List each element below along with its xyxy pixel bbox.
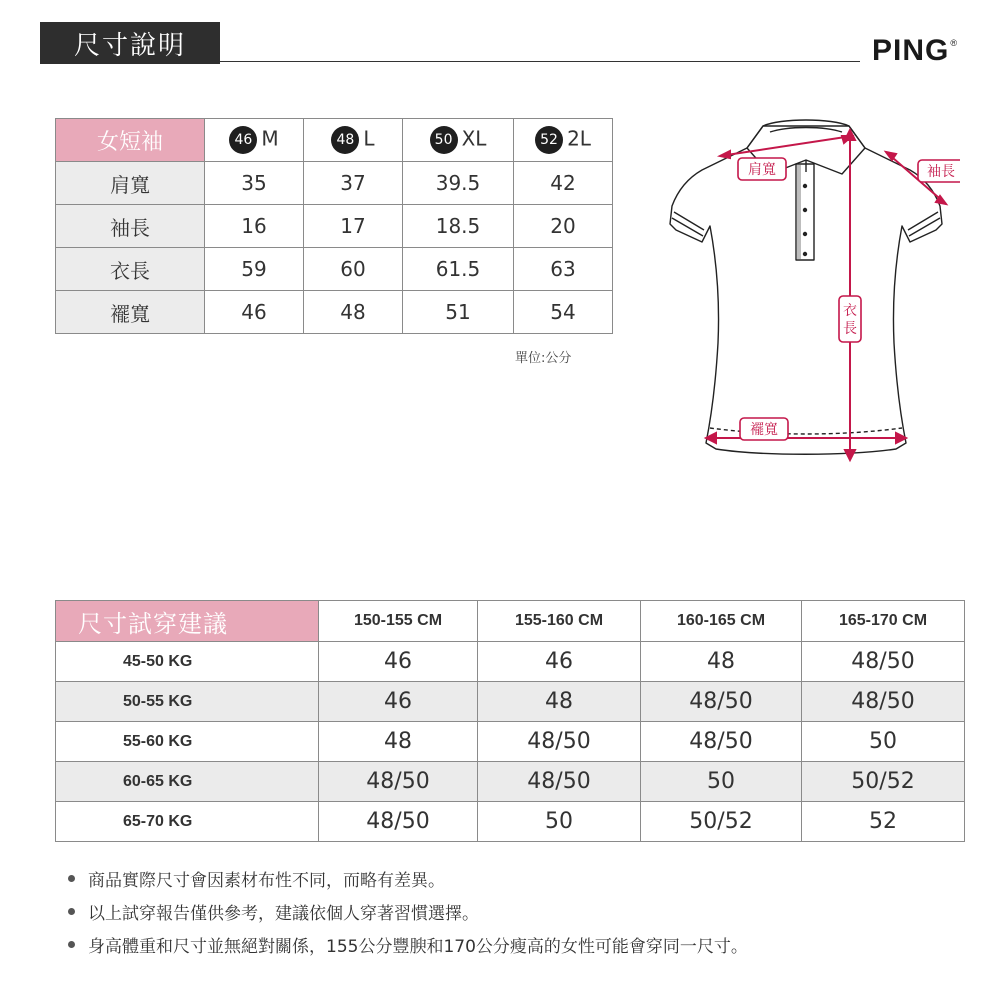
cell: 59 <box>205 248 304 291</box>
cell: 48/50 <box>802 642 965 682</box>
cell: 50 <box>641 762 802 802</box>
cell: 39.5 <box>403 162 514 205</box>
size-letter: 2L <box>567 126 591 151</box>
cell: 48/50 <box>641 722 802 762</box>
cell: 51 <box>403 291 514 334</box>
cell: 20 <box>514 205 613 248</box>
note-text: 身高體重和尺寸並無絕對關係，155公分豐腴和170公分瘦高的女性可能會穿同一尺寸。 <box>88 937 748 957</box>
size-col-m <box>205 119 304 162</box>
fit-table <box>55 600 965 842</box>
size-number-badge: 46 <box>229 126 257 154</box>
bullet-icon <box>68 908 75 915</box>
size-letter: M <box>261 126 279 151</box>
size-col-xl <box>403 119 514 162</box>
cell: 48/50 <box>478 762 641 802</box>
cell: 42 <box>514 162 613 205</box>
weight-label: 65-70 KG <box>56 802 319 842</box>
fit-row <box>56 682 965 722</box>
cell: 18.5 <box>403 205 514 248</box>
cell: 48/50 <box>319 802 478 842</box>
row-label: 衣長 <box>56 248 205 291</box>
bullet-icon <box>68 941 75 948</box>
fit-row <box>56 802 965 842</box>
brand-name: PING <box>872 34 950 67</box>
size-number-badge: 50 <box>430 126 458 154</box>
cell: 46 <box>319 682 478 722</box>
registered-mark: ® <box>950 38 958 48</box>
weight-label: 60-65 KG <box>56 762 319 802</box>
height-col: 160-165 CM <box>641 601 802 642</box>
fit-row <box>56 722 965 762</box>
size-row-shoulder <box>56 162 613 205</box>
note-item <box>68 862 748 895</box>
weight-label: 55-60 KG <box>56 722 319 762</box>
notes-list <box>68 862 748 961</box>
size-table-header <box>56 119 613 162</box>
cell: 37 <box>304 162 403 205</box>
note-item <box>68 895 748 928</box>
cell: 16 <box>205 205 304 248</box>
cell: 61.5 <box>403 248 514 291</box>
cell: 48 <box>304 291 403 334</box>
cell: 48/50 <box>641 682 802 722</box>
cell: 46 <box>205 291 304 334</box>
cell: 50 <box>478 802 641 842</box>
shoulder-measure-line <box>720 136 852 156</box>
length-label-bottom: 長 <box>843 321 857 337</box>
cell: 63 <box>514 248 613 291</box>
shoulder-label: 肩寬 <box>748 162 776 178</box>
cell: 50/52 <box>802 762 965 802</box>
polo-shirt-diagram <box>660 108 960 468</box>
weight-label: 50-55 KG <box>56 682 319 722</box>
hem-label: 襬寬 <box>750 422 778 438</box>
row-label: 襬寬 <box>56 291 205 334</box>
size-row-sleeve <box>56 205 613 248</box>
size-number-badge: 52 <box>535 126 563 154</box>
size-col-2l <box>514 119 613 162</box>
cell: 50 <box>802 722 965 762</box>
sleeve-cuff-right <box>908 212 940 236</box>
cell: 52 <box>802 802 965 842</box>
size-table <box>55 118 613 334</box>
length-label-top: 衣 <box>843 303 857 319</box>
placket-trim <box>797 165 801 259</box>
size-col-l <box>304 119 403 162</box>
cell: 48/50 <box>478 722 641 762</box>
size-table-corner: 女短袖 <box>56 119 205 162</box>
cell: 46 <box>319 642 478 682</box>
height-col: 155-160 CM <box>478 601 641 642</box>
cell: 48/50 <box>802 682 965 722</box>
brand-logo <box>872 34 958 68</box>
cell: 17 <box>304 205 403 248</box>
bullet-icon <box>68 875 75 882</box>
fit-row <box>56 762 965 802</box>
weight-label: 45-50 KG <box>56 642 319 682</box>
note-item <box>68 928 748 961</box>
shirt-outline <box>670 126 942 454</box>
sleeve-cuff-left <box>672 212 704 236</box>
cell: 35 <box>205 162 304 205</box>
fit-row <box>56 642 965 682</box>
cell: 50/52 <box>641 802 802 842</box>
cell: 54 <box>514 291 613 334</box>
cell: 48 <box>319 722 478 762</box>
size-number-badge: 48 <box>331 126 359 154</box>
fit-table-corner: 尺寸試穿建議 <box>56 601 319 642</box>
header-rule <box>220 61 860 62</box>
cell: 46 <box>478 642 641 682</box>
note-text: 商品實際尺寸會因素材布性不同，而略有差異。 <box>88 871 445 891</box>
cell: 48 <box>478 682 641 722</box>
height-col: 150-155 CM <box>319 601 478 642</box>
fit-table-header <box>56 601 965 642</box>
sleeve-label: 袖長 <box>927 164 955 180</box>
size-letter: L <box>363 126 375 151</box>
unit-note: 單位:公分 <box>515 351 572 366</box>
size-row-hem <box>56 291 613 334</box>
cell: 60 <box>304 248 403 291</box>
page-title: 尺寸說明 <box>40 22 220 64</box>
size-row-length <box>56 248 613 291</box>
row-label: 袖長 <box>56 205 205 248</box>
row-label: 肩寬 <box>56 162 205 205</box>
size-letter: XL <box>461 126 487 151</box>
cell: 48 <box>641 642 802 682</box>
height-col: 165-170 CM <box>802 601 965 642</box>
cell: 48/50 <box>319 762 478 802</box>
note-text: 以上試穿報告僅供參考，建議依個人穿著習慣選擇。 <box>88 904 479 924</box>
